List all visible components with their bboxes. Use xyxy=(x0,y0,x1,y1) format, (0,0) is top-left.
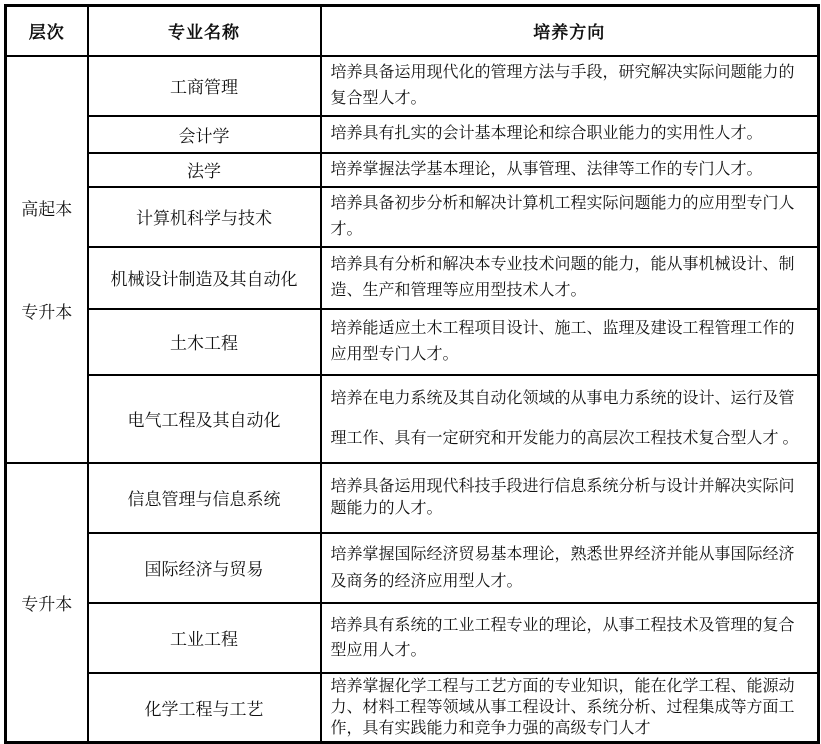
table-row xyxy=(6,56,819,116)
level-cell-section-2 xyxy=(6,463,88,743)
level-label: 高起本 xyxy=(21,200,73,219)
direction-cell: 培养具有分析和解决本专业技术问题的能力，能从事机械设计、制造、生产和管理等应用型技术人才。 xyxy=(321,247,819,309)
level-label: 专升本 xyxy=(21,303,73,322)
direction-cell: 培养具有系统的工业工程专业的理论，从事工程技术及管理的复合型应用人才。 xyxy=(321,603,819,673)
table-row xyxy=(6,463,819,533)
direction-cell: 培养掌握国际经济贸易基本理论，熟悉世界经济并能从事国际经济及商务的经济应用型人才。 xyxy=(321,533,819,603)
table-row xyxy=(6,533,819,603)
direction-cell: 培养具有扎实的会计基本理论和综合职业能力的实用性人才。 xyxy=(321,116,819,153)
major-cell: 电气工程及其自动化 xyxy=(88,375,321,463)
level-label: 专升本 xyxy=(21,594,73,614)
major-cell: 计算机科学与技术 xyxy=(88,187,321,247)
table-row xyxy=(6,375,819,463)
direction-cell: 培养能适应土木工程项目设计、施工、监理及建设工程管理工作的应用型专门人才。 xyxy=(321,309,819,375)
table-row xyxy=(6,153,819,187)
major-cell: 国际经济与贸易 xyxy=(88,533,321,603)
direction-cell: 培养具备初步分析和解决计算机工程实际问题能力的应用型专门人才。 xyxy=(321,187,819,247)
major-cell: 土木工程 xyxy=(88,309,321,375)
direction-cell: 培养掌握化学工程与工艺方面的专业知识，能在化学工程、能源动力、材料工程等领域从事工程设计、系统分析、过程集成等方面工作，具有实践能力和竞争力强的高级专门人才 xyxy=(321,673,819,743)
major-cell: 化学工程与工艺 xyxy=(88,673,321,743)
major-cell: 法学 xyxy=(88,153,321,187)
major-cell: 工商管理 xyxy=(88,56,321,116)
level-stack xyxy=(11,464,83,741)
major-cell: 工业工程 xyxy=(88,603,321,673)
table-row xyxy=(6,247,819,309)
direction-cell: 培养在电力系统及其自动化领域的从事电力系统的设计、运行及管理工作、具有一定研究和开发能力的高层次工程技术复合型人才 。 xyxy=(321,375,819,463)
major-cell: 信息管理与信息系统 xyxy=(88,463,321,533)
majors-table xyxy=(4,4,820,744)
table-row xyxy=(6,309,819,375)
direction-cell: 培养具备运用现代化的管理方法与手段，研究解决实际问题能力的复合型人才。 xyxy=(321,56,819,116)
header-level: 层次 xyxy=(6,6,88,56)
table-row xyxy=(6,187,819,247)
level-cell-section-1 xyxy=(6,56,88,463)
table-row xyxy=(6,116,819,153)
level-stack xyxy=(11,57,83,462)
major-cell: 会计学 xyxy=(88,116,321,153)
major-cell: 机械设计制造及其自动化 xyxy=(88,247,321,309)
direction-cell: 培养掌握法学基本理论，从事管理、法律等工作的专门人才。 xyxy=(321,153,819,187)
header-direction: 培养方向 xyxy=(321,6,819,56)
table-row xyxy=(6,673,819,743)
header-major: 专业名称 xyxy=(88,6,321,56)
table-row xyxy=(6,603,819,673)
header-row xyxy=(6,6,819,56)
direction-cell: 培养具备运用现代科技手段进行信息系统分析与设计并解决实际问题能力的人才。 xyxy=(321,463,819,533)
